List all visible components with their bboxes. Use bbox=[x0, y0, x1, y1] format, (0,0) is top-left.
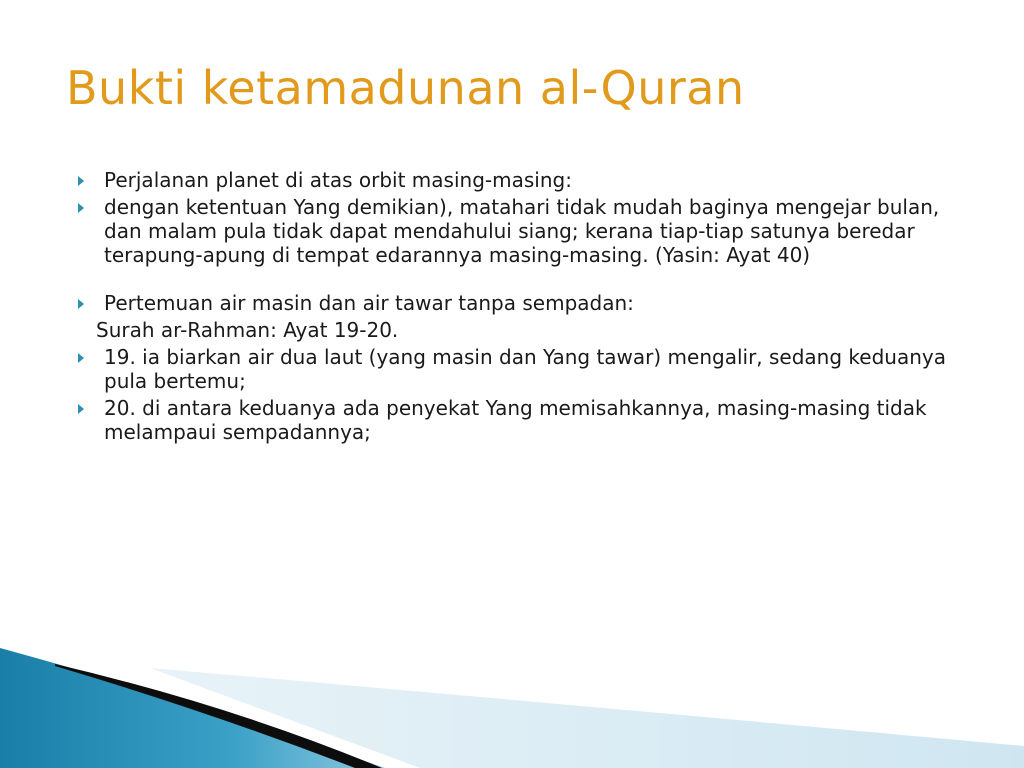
bullet-list bbox=[72, 168, 952, 444]
triangle-right-icon bbox=[78, 353, 84, 363]
list-item bbox=[72, 168, 952, 192]
triangle-right-icon bbox=[78, 203, 84, 213]
list-item-text: 19. ia biarkan air dua laut (yang masin dan Yang tawar) mengalir, sedang keduanya pula bertemu; bbox=[104, 345, 946, 393]
list-item bbox=[72, 291, 952, 315]
list-item bbox=[72, 195, 952, 267]
surah-reference: Surah ar-Rahman: Ayat 19-20. bbox=[96, 318, 399, 342]
list-item bbox=[72, 396, 952, 444]
list-item-text: 20. di antara keduanya ada penyekat Yang memisahkannya, masing-masing tidak melampaui sempadannya; bbox=[104, 396, 927, 444]
triangle-right-icon bbox=[78, 176, 84, 186]
list-item-text: dengan ketentuan Yang demikian), matahari tidak mudah baginya mengejar bulan, dan malam pula tidak dapat mendahului siang; kerana tiap-tiap satunya beredar terapung-apung di tempat edarannya masing-masing. (Yasin: Ayat 40) bbox=[104, 195, 940, 267]
list-item-text: Pertemuan air masin dan air tawar tanpa sempadan: bbox=[104, 291, 634, 315]
triangle-right-icon bbox=[78, 299, 84, 309]
list-item bbox=[72, 345, 952, 393]
slide-title: Bukti ketamadunan al-Quran bbox=[66, 61, 745, 115]
triangle-right-icon bbox=[78, 404, 84, 414]
list-item-text: Perjalanan planet di atas orbit masing-masing: bbox=[104, 168, 572, 192]
